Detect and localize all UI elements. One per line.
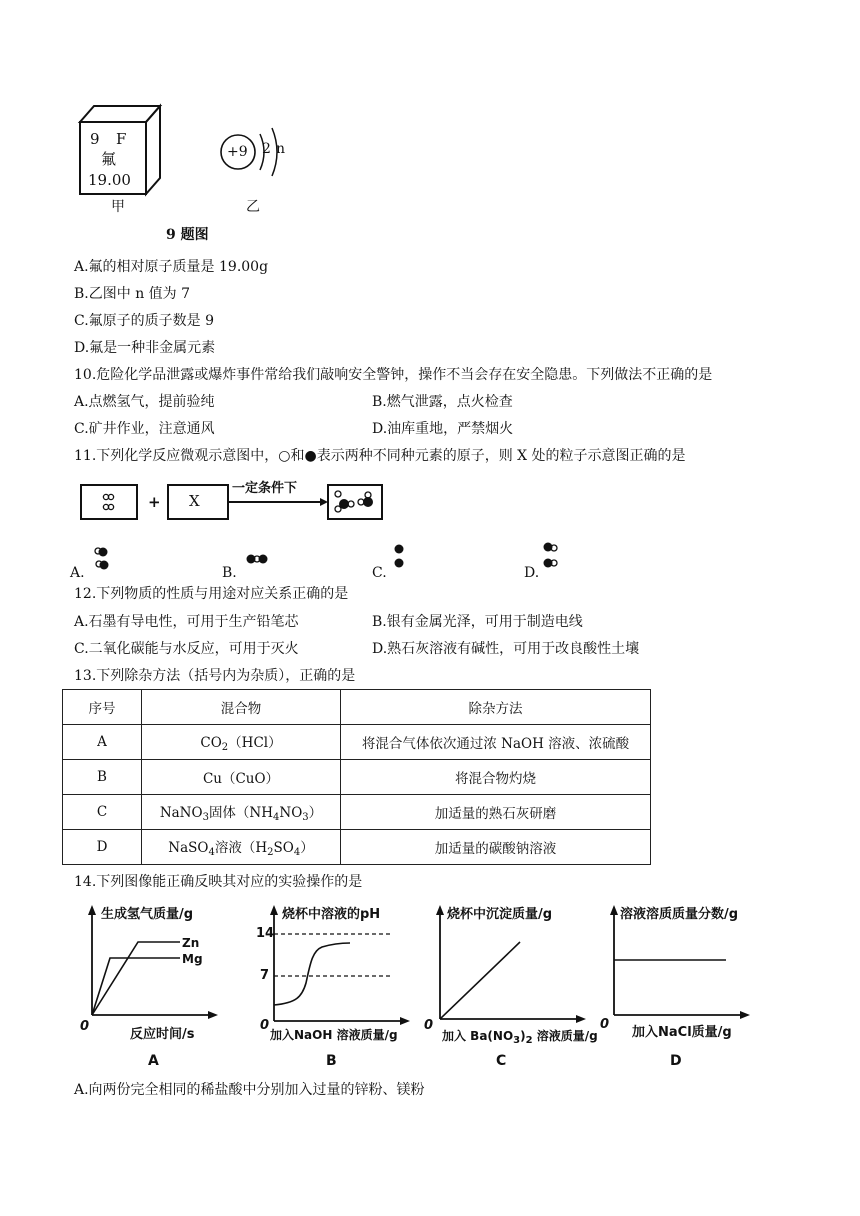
row-mixture: Cu（CuO） <box>142 760 341 795</box>
graph-b-tick-14: 14 <box>256 926 275 941</box>
table-row <box>63 760 651 795</box>
q12-option-b: B.银有金属光泽，可用于制造电线 <box>372 614 583 630</box>
graph-c-letter: C <box>496 1053 507 1069</box>
label-jia: 甲 <box>111 199 125 215</box>
row-method: 加适量的熟石灰研磨 <box>341 795 651 830</box>
graph-c-origin: 0 <box>424 1018 434 1033</box>
row-method: 加适量的碳酸钠溶液 <box>341 830 651 865</box>
graph-a-origin: 0 <box>80 1019 90 1034</box>
x-label: X <box>189 492 200 510</box>
graph-b-tick-7: 7 <box>260 968 270 983</box>
q9-option-d: D.氟是一种非金属元素 <box>74 340 216 356</box>
q11-option-b-molecule <box>242 548 276 570</box>
q11-option-c: C. <box>372 565 387 581</box>
row-method: 将混合物灼烧 <box>341 760 651 795</box>
nucleus-charge: +9 <box>227 144 248 160</box>
header-method: 除杂方法 <box>341 690 651 725</box>
q14-stem: 14.下列图像能正确反映其对应的实验操作的是 <box>74 874 363 890</box>
graph-b-plot <box>262 905 412 1033</box>
q10-option-d: D.油库重地，严禁烟火 <box>372 421 514 437</box>
q12-option-d: D.熟石灰溶液有碱性，可用于改良酸性土壤 <box>372 641 640 657</box>
q11-option-b: B. <box>222 565 237 581</box>
graph-a-ylabel: 生成氢气质量/g <box>101 907 194 922</box>
q10-option-c: C.矿井作业，注意通风 <box>74 421 215 437</box>
q12-option-c: C.二氧化碳能与水反应，可用于灭火 <box>74 641 299 657</box>
graph-b-ylabel: 烧杯中溶液的pH <box>282 907 381 922</box>
graph-a-series-zn: Zn <box>182 936 200 950</box>
row-id: A <box>63 725 142 760</box>
graph-d-plot <box>602 905 752 1033</box>
q12-option-a: A.石墨有导电性，可用于生产铅笔芯 <box>74 614 299 630</box>
graph-a-series-mg: Mg <box>182 952 203 966</box>
row-mixture: NaSO$_4$溶液$(H_2SO_4)$ <box>142 830 341 865</box>
q13-stem: 13.下列除杂方法（括号内为杂质），正确的是 <box>74 668 356 684</box>
graph-c-xlabel: 加入 $Ba(NO_3)_2$ 溶液质量/g <box>442 1029 598 1046</box>
shell-2-electrons: n <box>276 141 286 157</box>
row-mixture: NaNO$_3$固体$(NH_4NO_3)$ <box>142 795 341 830</box>
header-id: 序号 <box>63 690 142 725</box>
q9-option-c: C.氟原子的质子数是 9 <box>74 313 215 329</box>
q10-stem: 10.危险化学品泄露或爆炸事件常给我们敲响安全警钟，操作不当会存在安全隐患。下列做法不正确的是 <box>74 367 713 383</box>
table-row <box>63 725 651 760</box>
row-id: D <box>63 830 142 865</box>
row-mixture: $CO_2(HCl)$ <box>142 725 341 760</box>
cell-number: 9 <box>90 130 100 148</box>
graph-d-ylabel: 溶液溶质质量分数/g <box>620 907 739 922</box>
cell-name: 氟 <box>101 150 117 168</box>
shell-1-electrons: 2 <box>262 141 271 157</box>
cell-mass: 19.00 <box>88 171 131 189</box>
graph-b-xlabel: 加入NaOH 溶液质量/g <box>270 1028 398 1042</box>
q11-option-d: D. <box>524 565 540 581</box>
table-row <box>63 830 651 865</box>
q11-option-a-molecule <box>90 543 114 573</box>
table-row <box>63 795 651 830</box>
graph-b-letter: B <box>326 1053 337 1069</box>
row-method: 将混合气体依次通过浓 NaOH 溶液、浓硫酸 <box>341 725 651 760</box>
q13-table <box>62 689 651 865</box>
cell-symbol: F <box>116 130 127 148</box>
q14-option-a: A.向两份完全相同的稀盐酸中分别加入过量的锌粉、镁粉 <box>74 1082 425 1098</box>
header-mixture: 混合物 <box>142 690 341 725</box>
row-id: B <box>63 760 142 795</box>
q9-option-a: A.氟的相对原子质量是 19.00g <box>74 259 269 275</box>
q11-stem: 11.下列化学反应微观示意图中，○和●表示两种不同种元素的原子，则 X 处的粒子示意图正确的是 <box>74 448 686 464</box>
q11-option-c-molecule <box>390 541 412 571</box>
reaction-condition: 一定条件下 <box>232 481 298 496</box>
q9-option-b: B.乙图中 n 值为 7 <box>74 286 191 302</box>
q10-option-a: A.点燃氢气，提前验纯 <box>74 394 215 410</box>
q10-option-b: B.燃气泄露，点火检查 <box>372 394 513 410</box>
graph-c-plot <box>428 905 588 1033</box>
q11-option-a: A. <box>70 565 85 581</box>
figure-9-caption: 9 题图 <box>166 227 209 243</box>
row-id: C <box>63 795 142 830</box>
graph-d-origin: 0 <box>600 1017 610 1032</box>
graph-a-xlabel: 反应时间/s <box>130 1027 195 1042</box>
graph-d-letter: D <box>670 1053 682 1069</box>
graph-d-xlabel: 加入NaCl质量/g <box>632 1025 732 1040</box>
graph-c-ylabel: 烧杯中沉淀质量/g <box>447 907 553 922</box>
label-yi: 乙 <box>246 199 260 215</box>
q12-stem: 12.下列物质的性质与用途对应关系正确的是 <box>74 586 349 602</box>
table-header-row <box>63 690 651 725</box>
plus-sign: + <box>148 493 161 511</box>
graph-a-plot <box>80 905 220 1033</box>
q11-option-d-molecule <box>539 539 565 573</box>
graph-b-origin: 0 <box>260 1018 270 1033</box>
graph-a-letter: A <box>148 1053 159 1069</box>
